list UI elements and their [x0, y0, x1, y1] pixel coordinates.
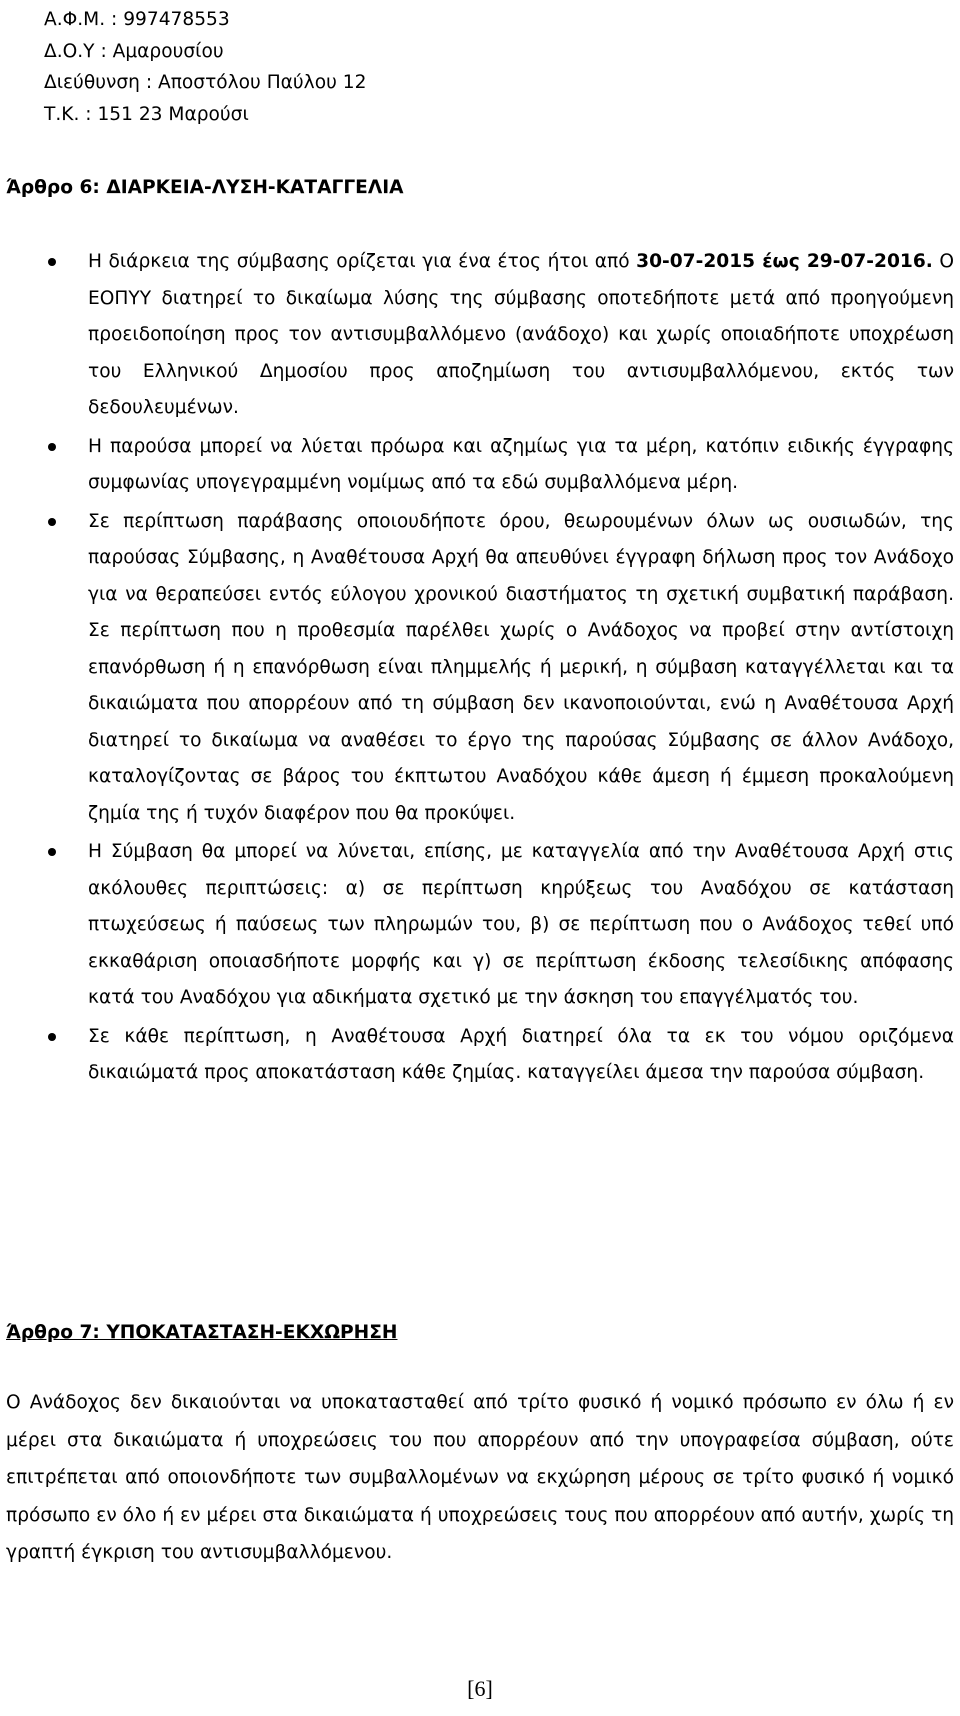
address-line: Διεύθυνση : Αποστόλου Παύλου 12 — [44, 72, 367, 93]
contractor-header — [44, 4, 366, 130]
page-number: [6] — [467, 1676, 493, 1701]
bullet-text: Η Σύμβαση θα μπορεί να λύνεται, επίσης, με καταγγελία από την Αναθέτουσα Αρχή στις ακόλουθες περιπτώσεις: α) σε περίπτωση κηρύξεως του Αναδόχου σε κατάσταση πτωχεύσεως ή παύσεως των πληρωμών του, β) σε περίπτωση που ο Ανάδοχος τεθεί υπό εκκαθάριση οποιασδήποτε μορφής και γ) σε περίπτωση έκδοσης τελεσίδικης απόφασης κατά του Αναδόχου για αδικήματα σχετικό με την άσκηση του επαγγέλματός του. — [88, 841, 954, 1008]
bullet-text: Σε περίπτωση παράβασης οποιουδήποτε όρου, θεωρουμένων όλων ως ουσιωδών, της παρούσας Σύμβασης, η Αναθέτουσα Αρχή θα απευθύνει έγγραφη δήλωση προς τον Ανάδοχο για να θεραπεύσει εντός εύλογου χρονικού διαστήματος τη σχετική συμβατική παράβαση. Σε περίπτωση που η προθεσμία παρέλθει χωρίς ο Ανάδοχος να προβεί στην αντίστοιχη επανόρθωση ή η επανόρθωση είναι πλημμελής ή μερική, η σύμβαση καταγγέλλεται και τα δικαιώματα που απορρέουν από τη σύμβαση δεν ικανοποιούνται, ενώ η Αναθέτουσα Αρχή διατηρεί το δικαίωμα να αναθέσει το έργο της παρούσας Σύμβασης σε άλλον Ανάδοχο, καταλογίζοντας σε βάρος του έκπτωτου Αναδόχου κάθε άμεση ή έμμεση προκαλούμενη ζημία της ή τυχόν διαφέρον που θα προκύψει. — [88, 510, 954, 824]
bullet-text-prefix: Η διάρκεια της σύμβασης ορίζεται για ένα έτος ήτοι από — [88, 251, 637, 272]
article-6-bullet-duration — [0, 244, 960, 427]
article-6-bullet-damages — [0, 1019, 960, 1092]
contract-period-dates: 30-07-2015 έως 29-07-2016. — [636, 251, 933, 272]
article-6-bullet-list — [0, 244, 960, 1094]
bullet-icon — [48, 848, 56, 856]
afm-line: Α.Φ.Μ. : 997478553 — [44, 9, 230, 30]
doy-line: Δ.Ο.Υ : Αμαρουσίου — [44, 40, 224, 62]
article-7-heading: Άρθρο 7: ΥΠΟΚΑΤΑΣΤΑΣΗ-ΕΚΧΩΡΗΣΗ — [6, 1322, 398, 1343]
bullet-text: Η παρούσα μπορεί να λύεται πρόωρα και αζημίως για τα μέρη, κατόπιν ειδικής έγγραφης συμφωνίας υπογεγραμμένη νομίμως από τα εδώ συμβαλλόμενα μέρη. — [88, 435, 954, 493]
article-6-bullet-early-termination — [0, 429, 960, 502]
bullet-icon — [48, 443, 56, 451]
article-6-bullet-termination-cases — [0, 834, 960, 1017]
bullet-text: Σε κάθε περίπτωση, η Αναθέτουσα Αρχή διατηρεί όλα τα εκ του νόμου οριζόμενα δικαιώματά προς αποκατάσταση κάθε ζημίας. καταγγείλει άμεσα την παρούσα σύμβαση. — [88, 1025, 954, 1083]
bullet-text-rest: Ο ΕΟΠΥΥ διατηρεί το δικαίωμα λύσης της σύμβασης οποτεδήποτε μετά από προηγούμενη προειδοποίηση προς τον αντισυμβαλλόμενο (ανάδοχο) και χωρίς οποιαδήποτε υποχρέωση του Ελληνικού Δημοσίου προς αποζημίωση του αντισυμβαλλόμενου, εκτός των δεδουλευμένων. — [88, 251, 955, 418]
bullet-icon — [48, 518, 56, 526]
bullet-icon — [48, 258, 56, 266]
article-7-paragraph: Ο Ανάδοχος δεν δικαιούνται να υποκατασταθεί από τρίτο φυσικό ή νομικό πρόσωπο εν όλω ή εν μέρει στα δικαιώματα ή υποχρεώσεις του που απορρέουν από την υπογραφείσα σύμβαση, ούτε επιτρέπεται από οποιονδήποτε των συμβαλλομένων να εκχώρηση μέρους σε τρίτο φυσικό ή νομικό πρόσωπο εν όλο ή εν μέρει στα δικαιώματα ή υποχρεώσεις τους που απορρέουν από αυτήν, χωρίς τη γραπτή έγκριση του αντισυμβαλλόμενου. — [6, 1392, 954, 1563]
postal-code-line: Τ.Κ. : 151 23 Μαρούσι — [44, 103, 249, 125]
bullet-icon — [48, 1033, 56, 1041]
article-6-heading: Άρθρο 6: ΔΙΑΡΚΕΙΑ-ΛΥΣΗ-ΚΑΤΑΓΓΕΛΙΑ — [6, 177, 404, 198]
article-6-bullet-breach — [0, 504, 960, 833]
